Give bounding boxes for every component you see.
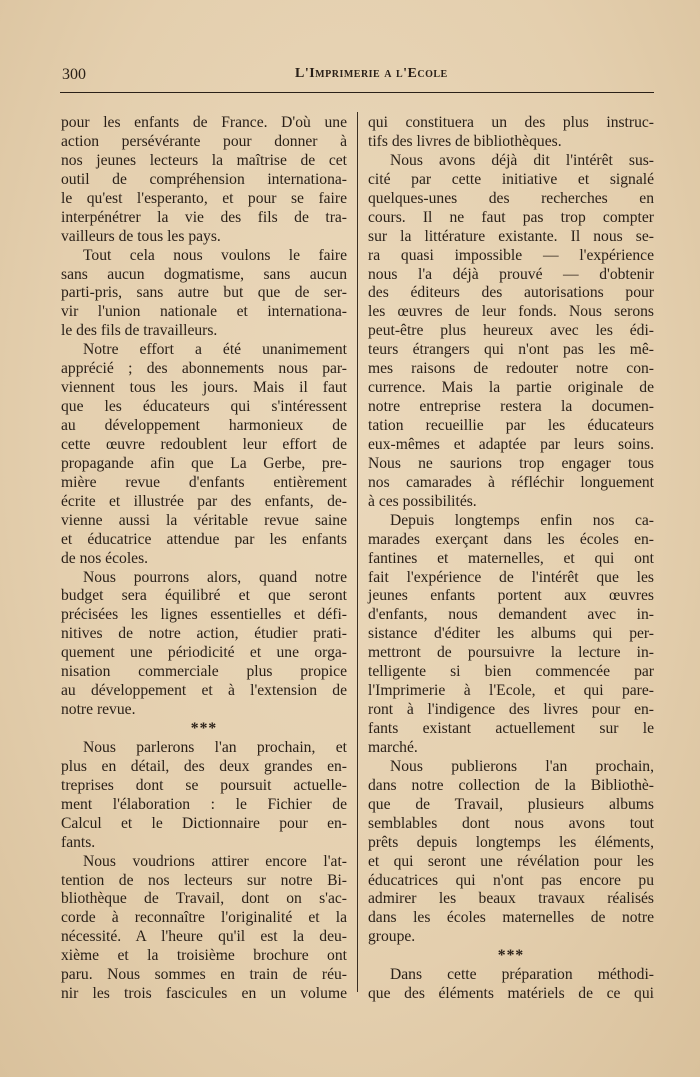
- left-column: [61, 114, 347, 1004]
- left-text-line: nisation commerciale plus propice: [61, 663, 347, 681]
- left-text-line: Nous parlerons l'an prochain, et: [83, 738, 347, 756]
- left-text-line: au développement et à l'extension de: [61, 682, 347, 700]
- left-text-line: le qu'est l'esperanto, et pour se faire: [61, 189, 347, 207]
- right-text-line: semblables dont nous avons tout: [368, 814, 654, 832]
- right-text-line: teurs étrangers qui n'ont pas les mê-: [368, 341, 654, 359]
- left-text-line: mière revue d'enfants entièrement: [61, 473, 347, 491]
- page-number: 300: [62, 66, 86, 83]
- right-text-line: mettront de poursuivre la lecture in-: [368, 644, 654, 662]
- right-text-line: sur la littérature existante. Il nous se-: [368, 227, 654, 245]
- left-text-line: le des fils de travailleurs.: [61, 322, 218, 340]
- right-text-line: Depuis longtemps enfin nos ca-: [390, 511, 654, 529]
- left-text-line: apprécié ; des abonnements nous par-: [61, 360, 347, 378]
- right-text-line: dans notre collection de la Bibliothè-: [368, 776, 654, 794]
- left-text-line: écrite et illustrée par des enfants, de-: [61, 492, 347, 510]
- left-text-line: xième et la troisième brochure ont: [61, 947, 347, 965]
- right-text-line: tifs des livres de bibliothèques.: [368, 132, 562, 150]
- left-text-line: bliothèque de Travail, dont on s'ac-: [61, 890, 347, 908]
- right-text-line: et qui seront une révélation pour les: [368, 852, 654, 870]
- left-text-line: Notre effort a été unanimement: [83, 341, 347, 359]
- left-text-line: fants.: [61, 833, 96, 851]
- left-text-line: plus en détail, des deux grandes en-: [61, 757, 347, 775]
- right-text-line: Nous publierons l'an prochain,: [390, 757, 654, 775]
- right-text-line: peut-être plus heureux avec les édi-: [368, 322, 654, 340]
- left-text-line: vir l'union nationale et internationa-: [61, 303, 347, 321]
- left-text-line: propagande afin que La Gerbe, pre-: [61, 454, 347, 472]
- right-text-line: quelques-unes des recherches en: [368, 189, 654, 207]
- right-text-line: currence. Mais la partie originale de: [368, 379, 654, 397]
- right-text-line: qui constituera un des plus instruc-: [368, 114, 654, 131]
- column-divider: [357, 112, 358, 992]
- right-text-line: d'enfants, nous demandent avec in-: [368, 606, 654, 624]
- right-text-line: Dans cette préparation méthodi-: [390, 966, 654, 984]
- right-text-line: marché.: [368, 738, 418, 756]
- left-text-line: et éducatrice attendue par les enfants: [61, 530, 347, 548]
- left-text-line: parti-pris, sans autre but que de ser-: [61, 284, 347, 302]
- right-text-line: tation recueillie par les éducateurs: [368, 417, 654, 434]
- left-text-line: treprises dont se poursuit actuelle-: [61, 776, 347, 794]
- left-text-line: vailleurs de tous les pays.: [61, 227, 221, 245]
- left-text-line: outil de compréhension internationa-: [61, 170, 347, 188]
- left-text-line: nos jeunes lecteurs la maîtrise de cet: [61, 151, 347, 169]
- left-text-line: précisées les lignes essentielles et défi-: [61, 606, 347, 624]
- left-text-line: interpénétrer la vie des fils de tra-: [61, 208, 347, 226]
- right-text-line: mes raisons de redouter notre con-: [368, 360, 654, 378]
- right-text-line: ra quasi impossible — l'expérience: [368, 246, 654, 264]
- right-text-line: sistance d'éditer les albums qui per-: [368, 625, 654, 643]
- right-text-line: l'Imprimerie à l'Ecole, et qui pare-: [368, 682, 654, 700]
- left-text-line: corde à reconnaître l'originalité et la: [61, 909, 347, 927]
- right-text-line: fait l'expérience de l'intérêt que les: [368, 568, 654, 586]
- left-text-line: Tout cela nous voulons le faire: [83, 246, 347, 264]
- right-text-line: fants existant actuellement sur le: [368, 720, 654, 737]
- right-text-line: nous l'a déjà prouvé — d'obtenir: [368, 265, 654, 283]
- left-text-line: au développement harmonieux de: [61, 417, 347, 434]
- section-separator: ***: [497, 947, 525, 965]
- right-text-line: Nous ne saurions trop engager tous: [368, 454, 654, 472]
- left-text-line: pour les enfants de France. D'où une: [61, 114, 347, 131]
- left-text-line: nécessité. A l'heure qu'il est la deu-: [61, 928, 347, 946]
- right-text-line: cours. Il ne faut pas trop compter: [368, 208, 654, 226]
- right-text-line: éducatrices qui n'ont pas encore pu: [368, 871, 654, 889]
- left-text-line: que les éducateurs qui s'intéressent: [61, 398, 347, 416]
- right-text-line: notre entreprise restera la documen-: [368, 398, 654, 416]
- right-text-line: les œuvres de leur fonds. Nous serons: [368, 303, 654, 321]
- left-text-line: vienne aussi la véritable revue saine: [61, 511, 347, 529]
- header-rule: [60, 92, 654, 93]
- left-text-line: quement une périodicité et une orga-: [61, 644, 347, 662]
- left-text-line: sans aucun dogmatisme, sans aucun: [61, 265, 347, 283]
- left-text-line: Nous pourrons alors, quand notre: [83, 568, 347, 586]
- left-text-line: viennent tous les jours. Mais il faut: [61, 379, 347, 397]
- right-text-line: prêts depuis longtemps les éléments,: [368, 833, 654, 851]
- left-text-line: Nous voudrions attirer encore l'at-: [83, 852, 347, 870]
- left-text-line: de nos écoles.: [61, 549, 149, 567]
- right-text-line: que des éléments matériels de ce qui: [368, 985, 654, 1003]
- right-text-line: que de Travail, plusieurs albums: [368, 795, 654, 813]
- right-text-line: telligente si bien commencée par: [368, 663, 654, 681]
- left-text-line: cette œuvre redoublent leur effort de: [61, 435, 347, 453]
- page-header: [60, 64, 654, 88]
- right-text-line: groupe.: [368, 928, 416, 946]
- right-text-line: à ces possibilités.: [368, 492, 477, 510]
- right-text-line: dans les écoles maternelles de notre: [368, 909, 654, 927]
- right-text-line: marades exerçant dans les écoles en-: [368, 530, 654, 548]
- left-text-line: notre revue.: [61, 701, 136, 719]
- right-text-line: eux-mêmes et adaptée par leurs soins.: [368, 435, 654, 453]
- left-text-line: ment l'élaboration : le Fichier de: [61, 795, 347, 813]
- right-text-line: Nous avons déjà dit l'intérêt sus-: [390, 151, 654, 169]
- left-text-line: nitives de notre action, étudier prati-: [61, 625, 347, 643]
- left-text-line: nir les trois fascicules en un volume: [61, 985, 347, 1003]
- right-text-line: nos camarades à réfléchir longuement: [368, 473, 654, 491]
- section-separator: ***: [190, 720, 218, 737]
- left-text-line: action persévérante pour donner à: [61, 132, 347, 150]
- right-text-line: admirer les beaux travaux réalisés: [368, 890, 654, 908]
- right-text-line: ront à l'indigence des livres pour en-: [368, 701, 654, 719]
- right-text-line: jeunes enfants portent aux œuvres: [368, 587, 654, 605]
- right-column: [368, 114, 654, 1004]
- left-text-line: paru. Nous sommes en train de réu-: [61, 966, 347, 984]
- left-text-line: budget sera équilibré et que seront: [61, 587, 347, 605]
- right-text-line: cité par cette initiative et signalé: [368, 170, 654, 188]
- left-text-line: tention de nos lecteurs sur notre Bi-: [61, 871, 347, 889]
- left-text-line: Calcul et le Dictionnaire pour en-: [61, 814, 347, 832]
- right-text-line: des éditeurs des autorisations pour: [368, 284, 654, 302]
- running-title: L'Imprimerie a l'Ecole: [295, 66, 448, 81]
- right-text-line: fantines et maternelles, et qui ont: [368, 549, 654, 567]
